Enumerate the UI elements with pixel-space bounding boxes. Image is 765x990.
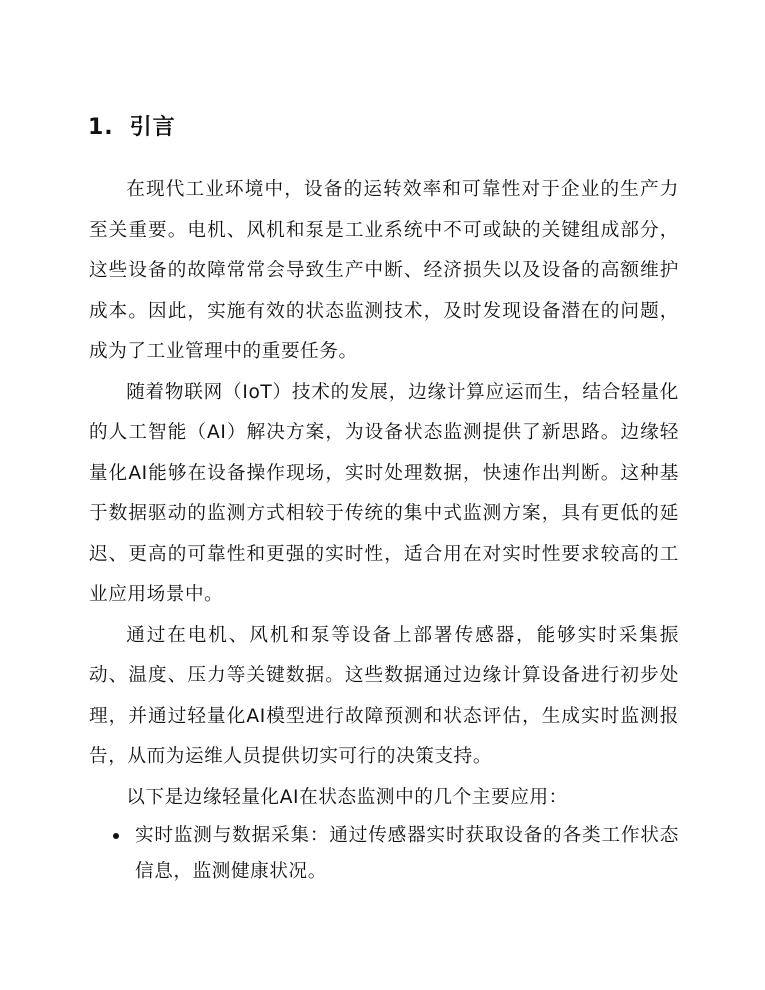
body-text bbox=[89, 170, 679, 890]
list-item bbox=[89, 818, 679, 890]
paragraph-list-intro: 以下是边缘轻量化AI在状态监测中的几个主要应用： bbox=[126, 786, 568, 808]
bullet-dot-icon bbox=[113, 833, 119, 839]
section-number: 1. bbox=[88, 115, 114, 140]
list-item-text: 实时监测与数据采集：通过传感器实时获取设备的各类工作状态信息，监测健康状况。 bbox=[135, 825, 679, 882]
application-list bbox=[89, 818, 679, 890]
section-title: 引言 bbox=[129, 115, 176, 140]
section-heading bbox=[88, 112, 176, 144]
paragraph-intro: 在现代工业环境中，设备的运转效率和可靠性对于企业的生产力至关重要。电机、风机和泵是工业系统中不可或缺的关键组成部分，这些设备的故障常常会导致生产中断、经济损失以及设备的高额维护成本。因此，实施有效的状态监测技术，及时发现设备潜在的问题，成为了工业管理中的重要任务。 bbox=[89, 179, 679, 362]
paragraph-iot-edge: 随着物联网（IoT）技术的发展，边缘计算应运而生，结合轻量化的人工智能（AI）解决方案，为设备状态监测提供了新思路。边缘轻量化AI能够在设备操作现场，实时处理数据，快速作出判断。这种基于数据驱动的监测方式相较于传统的集中式监测方案，具有更低的延迟、更高的可靠性和更强的实时性，适合用在对实时性要求较高的工业应用场景中。 bbox=[89, 381, 679, 605]
paragraph-sensors: 通过在电机、风机和泵等设备上部署传感器，能够实时采集振动、温度、压力等关键数据。这些数据通过边缘计算设备进行初步处理，并通过轻量化AI模型进行故障预测和状态评估，生成实时监测报告，从而为运维人员提供切实可行的决策支持。 bbox=[89, 624, 679, 767]
